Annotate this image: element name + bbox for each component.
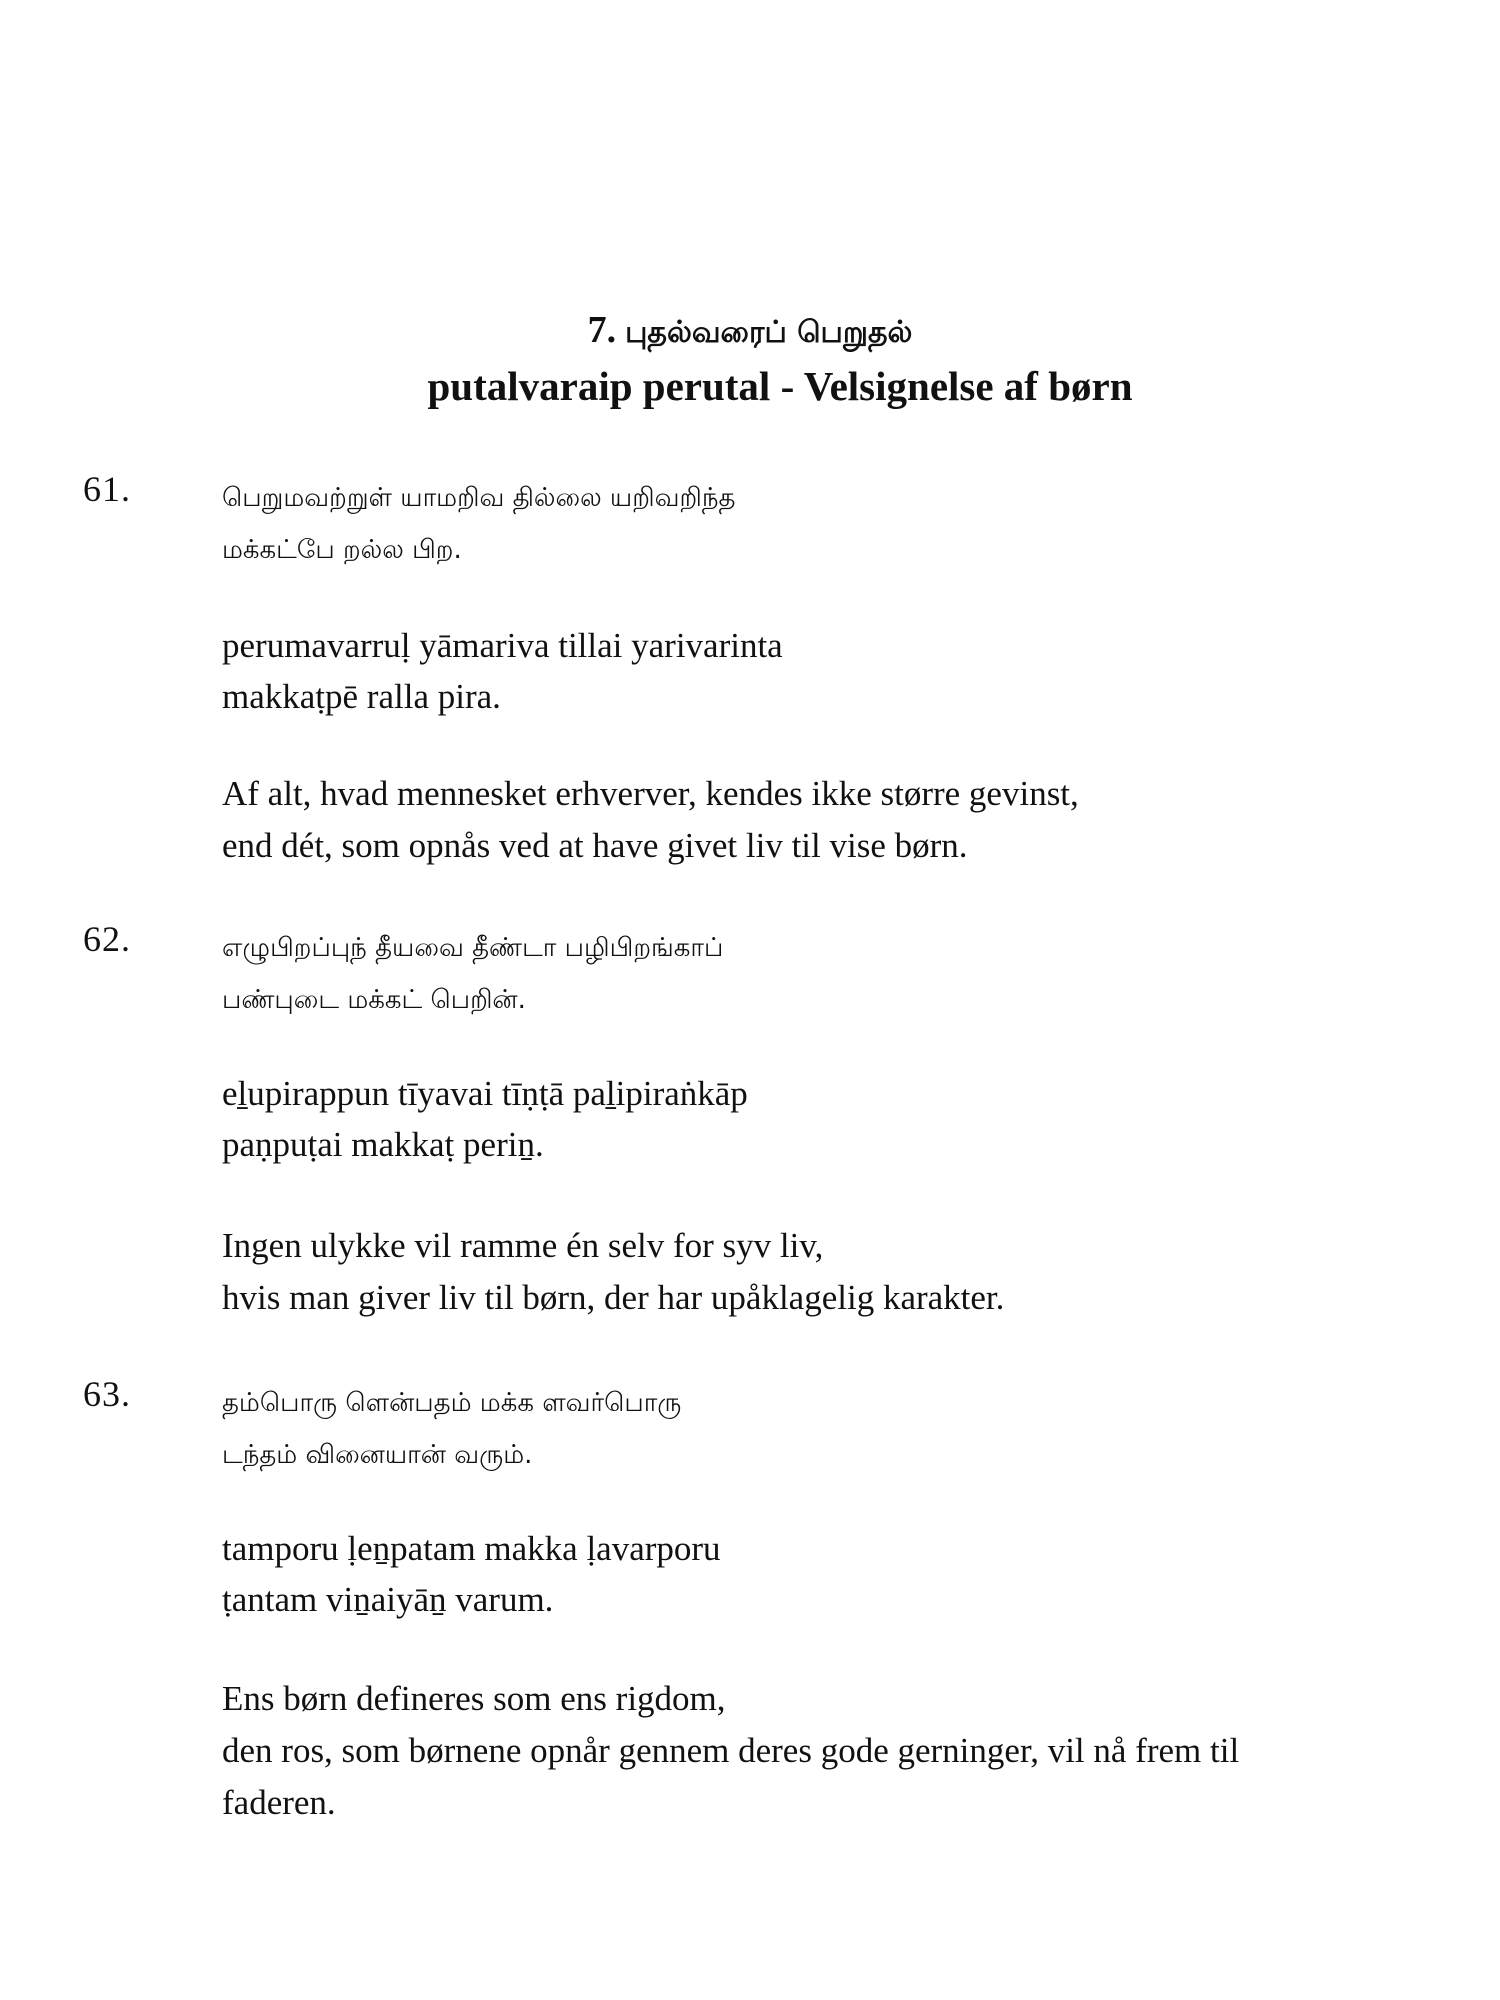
tamil-line: தம்பொரு ளென்பதம் மக்க ளவர்பொரு <box>222 1388 682 1418</box>
translation-line: Ens børn defineres som ens rigdom, <box>222 1679 726 1718</box>
verse-danish-translation <box>222 768 1372 872</box>
translation-line: Ingen ulykke vil ramme én selv for syv liv, <box>222 1226 824 1265</box>
verse-tamil-text <box>222 1377 681 1481</box>
verse-number: 61. <box>83 469 131 509</box>
verse-number: 63. <box>83 1374 131 1414</box>
tamil-line: பண்புடை மக்கட் பெறின். <box>222 985 526 1015</box>
tamil-line: எழுபிறப்புந் தீயவை தீண்டா பழிபிறங்காப் <box>222 933 724 963</box>
verse-number: 62. <box>83 919 131 959</box>
translation-line: Af alt, hvad mennesket erhverver, kendes ikke større gevinst, <box>222 774 1079 813</box>
chapter-title-tamil: புதல்வரைப் பெறுதல் <box>625 315 913 350</box>
chapter-heading-tamil <box>0 308 1500 355</box>
verse-tamil-text <box>222 922 723 1026</box>
tamil-line: மக்கட்பே றல்ல பிற. <box>222 535 462 565</box>
verse-transliteration <box>222 620 783 722</box>
transliteration-line: paṇpuṭai makkaṭ periṉ. <box>222 1125 544 1164</box>
transliteration-line: tamporu ḷeṉpatam makka ḷavarporu <box>222 1529 721 1568</box>
verse-transliteration <box>222 1068 748 1170</box>
verse-danish-translation <box>222 1220 1372 1324</box>
tamil-line: டந்தம் வினையான் வரும். <box>222 1440 533 1470</box>
transliteration-line: makkaṭpē ralla pira. <box>222 677 501 716</box>
translation-line: hvis man giver liv til børn, der har upåklagelig karakter. <box>222 1278 1005 1317</box>
transliteration-line: ṭantam viṉaiyāṉ varum. <box>222 1580 554 1619</box>
transliteration-line: perumavarruḷ yāmariva tillai yarivarinta <box>222 626 783 665</box>
verse-danish-translation <box>222 1673 1342 1829</box>
verse-tamil-text <box>222 472 735 576</box>
chapter-number: 7. <box>587 309 617 351</box>
translation-line: end dét, som opnås ved at have givet liv til vise børn. <box>222 826 968 865</box>
translation-line: den ros, som børnene opnår gennem deres gode gerninger, vil nå frem til faderen. <box>222 1731 1240 1822</box>
transliteration-line: eḻupirappun tīyavai tīṇṭā paḻipiraṅkāp <box>222 1074 748 1113</box>
tamil-line: பெறுமவற்றுள் யாமறிவ தில்லை யறிவறிந்த <box>222 483 736 513</box>
verse-transliteration <box>222 1523 721 1625</box>
chapter-title-transliteration: putalvaraip perutal - Velsignelse af børn <box>427 363 1133 409</box>
